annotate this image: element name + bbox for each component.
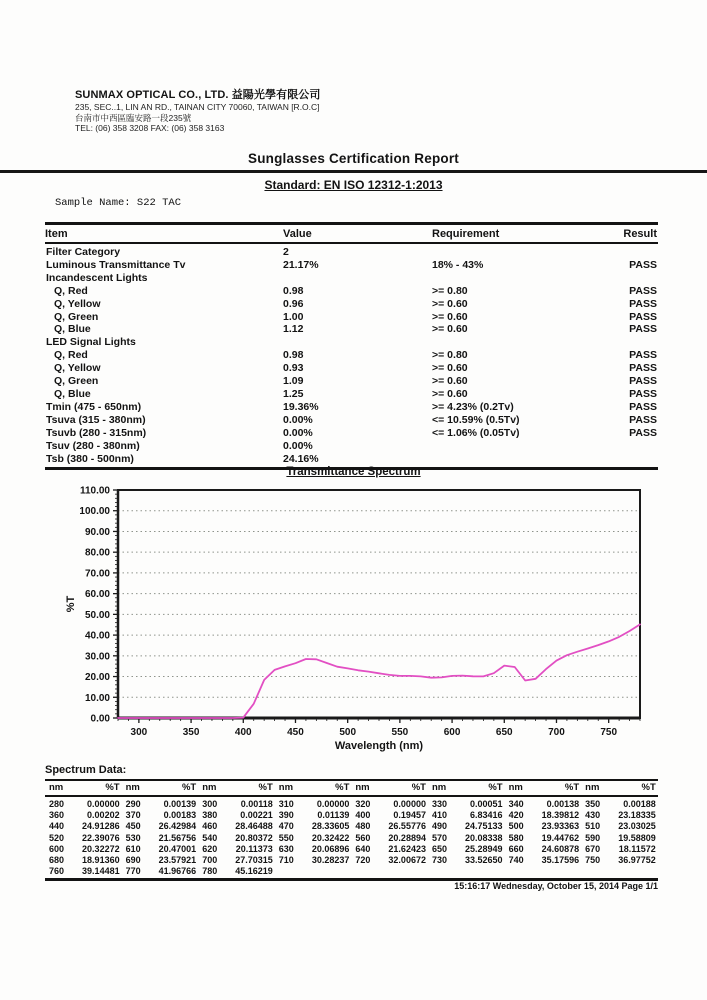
cell-item: Filter Category: [46, 246, 121, 258]
svg-text:600: 600: [443, 727, 461, 738]
cell-item: Q, Yellow: [54, 297, 101, 310]
cell-res: PASS: [629, 284, 657, 297]
sample-name: Sample Name: S22 TAC: [55, 197, 182, 209]
cell-res: [602, 453, 658, 466]
cell-item: Tmin (475 - 650nm): [46, 400, 142, 413]
cell-pct-t: 20.47001: [158, 843, 197, 854]
svg-text:70.00: 70.00: [84, 568, 110, 580]
cell-pct-t: 28.46488: [235, 821, 273, 832]
cell-pct-t: 39.14481: [82, 866, 120, 877]
header-value: Value: [283, 228, 312, 240]
table-row: [45, 259, 658, 272]
cell-res: PASS: [629, 426, 657, 439]
svg-text:300: 300: [130, 727, 148, 738]
col-header-pct-t: %T: [258, 782, 273, 793]
cell-item: Tsuv (280 - 380nm): [46, 439, 140, 452]
cell-nm: 770: [125, 866, 141, 877]
cell-val: 1.00: [283, 310, 304, 323]
cell-nm: 690: [125, 855, 141, 866]
cell-nm: 400: [355, 810, 371, 821]
cell-nm: 640: [355, 843, 371, 854]
cell-res: PASS: [629, 362, 657, 375]
cell-pct-t: 23.93363: [541, 821, 580, 832]
cell-val: 0.96: [283, 297, 304, 310]
spectrum-row: [45, 821, 658, 832]
table-row: [45, 453, 658, 466]
cell-pct-t: 18.91360: [82, 855, 120, 866]
cell-pct-t: 23.57921: [158, 855, 197, 866]
col-header-pct-t: %T: [641, 782, 656, 793]
cell-val: 21.17%: [283, 258, 319, 271]
cell-pct-t: 20.32272: [82, 843, 120, 854]
cell-nm: 530: [125, 832, 141, 843]
cell-pct-t: 20.28894: [388, 832, 426, 843]
cell-nm: 630: [278, 843, 294, 854]
cell-nm: [505, 866, 535, 877]
cell-nm: 610: [125, 843, 141, 854]
cell-nm: 320: [355, 799, 371, 809]
spectrum-table-header: [45, 781, 658, 797]
cell-pct-t: 0.00138: [546, 799, 580, 809]
cell-item: Q, Green: [54, 375, 99, 388]
chart-canvas: [60, 483, 660, 773]
cell-req: >= 0.60: [432, 362, 468, 375]
table-row: [45, 440, 658, 453]
cell-req: [432, 453, 602, 466]
table-row: [45, 272, 658, 285]
title-divider: [0, 170, 707, 173]
cell-pct-t: 26.55776: [388, 821, 426, 832]
cell-res: [602, 440, 658, 453]
cell-req: [432, 440, 602, 453]
svg-text:40.00: 40.00: [84, 630, 110, 642]
cell-val: 0.00%: [283, 426, 313, 439]
svg-text:450: 450: [287, 727, 304, 738]
svg-text:%T: %T: [65, 595, 77, 613]
spectrum-row: [45, 855, 658, 866]
svg-text:60.00: 60.00: [84, 589, 110, 601]
table-row: [45, 298, 658, 311]
cell-pct-t: 19.44762: [541, 832, 580, 843]
cell-pct-t: 0.00000: [87, 799, 120, 809]
page-footer: 15:16:17 Wednesday, October 15, 2014 Page 1/1: [454, 881, 658, 891]
cell-pct-t: 0.00051: [470, 799, 503, 809]
col-header-nm: nm: [355, 782, 370, 793]
cell-item: Q, Blue: [54, 387, 91, 400]
cell-pct-t: 0.00000: [393, 799, 426, 809]
cell-pct-t: 41.96766: [158, 866, 197, 877]
cell-pct-t: 24.75133: [465, 821, 503, 832]
cell-req: >= 0.60: [432, 387, 468, 400]
cell-item: Tsuvb (280 - 315nm): [46, 426, 147, 439]
cell-pct-t: 21.62423: [388, 843, 426, 854]
col-header-pct-t: %T: [335, 782, 350, 793]
company-header: [75, 88, 321, 134]
cell-pct-t: 20.80372: [235, 832, 273, 843]
cell-res: [602, 272, 658, 285]
cell-val: 0.98: [283, 349, 304, 362]
cell-pct-t: 0.00000: [316, 799, 350, 809]
cell-pct-t: 45.16219: [235, 866, 273, 877]
cell-nm: 520: [49, 832, 65, 843]
cell-val: 1.12: [283, 323, 304, 336]
svg-text:100.00: 100.00: [79, 506, 110, 518]
spectrum-row: [45, 799, 658, 810]
cell-pct-t: 0.00202: [87, 810, 120, 821]
cell-nm: 730: [431, 855, 447, 866]
cell-pct-t: 20.06896: [311, 843, 350, 854]
cell-nm: 290: [125, 799, 141, 809]
svg-text:50.00: 50.00: [84, 609, 110, 621]
cell-nm: [581, 866, 611, 877]
cell-nm: 700: [202, 855, 218, 866]
cell-req: >= 0.60: [432, 375, 468, 388]
cell-nm: 340: [508, 799, 524, 809]
spectrum-table: [45, 779, 658, 881]
cell-nm: [275, 866, 305, 877]
cell-nm: 540: [202, 832, 218, 843]
cell-pct-t: 0.00183: [163, 810, 197, 821]
spectrum-row: [45, 866, 658, 877]
svg-text:30.00: 30.00: [84, 651, 110, 663]
cell-val: 0.00%: [283, 439, 313, 452]
cell-nm: [428, 866, 458, 877]
table-row: [45, 362, 658, 375]
cell-res: PASS: [629, 375, 657, 388]
cell-nm: 370: [125, 810, 141, 821]
col-header-pct-t: %T: [181, 782, 197, 793]
cell-val: 24.16%: [283, 452, 319, 465]
cell-val: 1.09: [283, 375, 304, 388]
cell-nm: 670: [585, 843, 601, 854]
cell-nm: 550: [278, 832, 294, 843]
table-row: [45, 375, 658, 388]
cell-nm: 500: [508, 821, 524, 832]
cell-item: Luminous Transmittance Tv: [46, 258, 186, 271]
cell-nm: 410: [431, 810, 447, 821]
cell-pct-t: 23.18335: [618, 810, 656, 821]
cell-req: [432, 272, 602, 285]
cell-req: 18% - 43%: [432, 258, 484, 271]
cell-pct-t: 32.00672: [388, 855, 426, 866]
transmittance-chart: [60, 483, 660, 773]
cell-pct-t: 6.83416: [470, 810, 503, 821]
cell-req: [432, 246, 602, 259]
cell-pct-t: 0.19457: [393, 810, 426, 821]
cell-nm: 300: [202, 799, 218, 809]
cell-nm: 560: [355, 832, 371, 843]
header-item: Item: [45, 228, 68, 240]
cell-nm: 760: [49, 866, 65, 877]
table-row: [45, 246, 658, 259]
cell-nm: [351, 866, 381, 877]
cell-val: 2: [283, 246, 289, 258]
cell-pct-t: 18.11572: [618, 843, 656, 854]
cell-req: <= 1.06% (0.05Tv): [432, 426, 520, 439]
cell-item: Q, Red: [54, 284, 88, 297]
table-row: [45, 401, 658, 414]
cell-pct-t: 36.97752: [618, 855, 656, 866]
cell-nm: 650: [431, 843, 447, 854]
page-title: Sunglasses Certification Report: [248, 151, 459, 166]
cell-res: [602, 336, 658, 349]
cell-nm: 430: [585, 810, 601, 821]
cell-pct-t: 0.00139: [163, 799, 197, 809]
spectrum-row: [45, 810, 658, 821]
svg-text:750: 750: [600, 727, 618, 738]
cell-pct-t: 23.03025: [618, 821, 656, 832]
cell-pct-t: 25.28949: [465, 843, 503, 854]
cell-req: <= 10.59% (0.5Tv): [432, 413, 520, 426]
svg-text:500: 500: [339, 727, 357, 738]
cell-pct-t: 24.91286: [82, 821, 120, 832]
table-row: [45, 414, 658, 427]
cell-pct-t: 21.56756: [158, 832, 197, 843]
cell-req: >= 0.60: [432, 323, 468, 336]
cell-nm: 480: [355, 821, 371, 832]
cell-nm: 570: [431, 832, 447, 843]
cell-item: Q, Blue: [54, 323, 91, 336]
header-result: Result: [623, 228, 657, 240]
results-table-body: [45, 246, 658, 465]
spectrum-row: [45, 844, 658, 855]
cell-val: 0.98: [283, 284, 304, 297]
col-header-nm: nm: [431, 782, 447, 793]
col-header-pct-t: %T: [411, 782, 426, 793]
standard-line: Standard: EN ISO 12312-1:2013: [264, 178, 443, 192]
table-row: [45, 285, 658, 298]
cell-pct-t: 18.39812: [541, 810, 580, 821]
table-row: [45, 336, 658, 349]
cell-nm: 390: [278, 810, 294, 821]
table-row: [45, 323, 658, 336]
spectrum-table-body: [45, 799, 658, 877]
company-contact: TEL: (06) 358 3208 FAX: (06) 358 3163: [75, 123, 225, 133]
svg-text:550: 550: [391, 727, 409, 738]
cell-nm: 490: [431, 821, 447, 832]
cell-item: Tsb (380 - 500nm): [46, 452, 134, 465]
cell-res: PASS: [629, 310, 657, 323]
cell-item: LED Signal Lights: [46, 336, 136, 349]
cell-pct-t: 24.60878: [541, 843, 580, 854]
cell-nm: 310: [278, 799, 294, 809]
cell-pct-t: 22.39076: [82, 832, 120, 843]
cell-res: PASS: [629, 297, 657, 310]
cell-pct-t: 0.00221: [240, 810, 273, 821]
col-header-pct-t: %T: [488, 782, 503, 793]
cell-pct-t: [458, 866, 505, 877]
svg-text:650: 650: [495, 727, 513, 738]
svg-text:90.00: 90.00: [84, 526, 110, 538]
spectrum-data-section: [45, 764, 658, 881]
cell-val: 1.25: [283, 387, 304, 400]
cell-pct-t: 27.70315: [235, 855, 273, 866]
cell-pct-t: 35.17596: [541, 855, 580, 866]
cell-pct-t: [611, 866, 658, 877]
cell-nm: 510: [585, 821, 601, 832]
cell-val: 0.93: [283, 362, 304, 375]
cell-pct-t: 19.58809: [618, 832, 656, 843]
cell-pct-t: 0.00118: [240, 799, 273, 809]
cell-val: 19.36%: [283, 400, 319, 413]
svg-text:400: 400: [234, 727, 252, 738]
cell-pct-t: 0.00188: [623, 799, 656, 809]
company-name: SUNMAX OPTICAL CO., LTD. 益陽光學有限公司: [75, 89, 321, 101]
cell-nm: 280: [49, 799, 65, 809]
spectrum-data-title: Spectrum Data:: [45, 764, 127, 776]
cell-pct-t: 28.33605: [311, 821, 350, 832]
svg-text:20.00: 20.00: [84, 672, 110, 684]
cell-item: Tsuva (315 - 380nm): [46, 413, 146, 426]
cell-nm: 720: [355, 855, 371, 866]
cell-pct-t: 20.32422: [311, 832, 350, 843]
cell-nm: 330: [431, 799, 447, 809]
cell-nm: 660: [508, 843, 524, 854]
col-header-nm: nm: [202, 782, 217, 793]
cell-pct-t: [381, 866, 428, 877]
cell-nm: 680: [49, 855, 65, 866]
spectrum-row: [45, 833, 658, 844]
col-header-nm: nm: [278, 782, 294, 793]
cell-nm: 600: [49, 843, 65, 854]
cell-req: >= 0.60: [432, 310, 468, 323]
cell-nm: 440: [49, 821, 65, 832]
svg-text:Wavelength (nm): Wavelength (nm): [334, 740, 424, 752]
company-address-zh: 台南市中西區臨安路一段235號: [75, 112, 192, 123]
svg-text:350: 350: [182, 727, 200, 738]
cell-req: >= 4.23% (0.2Tv): [432, 400, 514, 413]
svg-text:0.00: 0.00: [90, 713, 110, 725]
cell-nm: 350: [585, 799, 601, 809]
cell-res: PASS: [629, 400, 657, 413]
cell-pct-t: 20.11373: [235, 843, 273, 854]
cell-nm: 380: [202, 810, 218, 821]
cell-val: [283, 272, 432, 285]
cell-res: PASS: [629, 413, 657, 426]
cell-res: PASS: [629, 258, 657, 271]
results-table: [45, 222, 658, 470]
svg-text:700: 700: [548, 727, 565, 738]
cell-res: PASS: [629, 323, 657, 336]
company-address-en: 235, SEC..1, LIN AN RD., TAINAN CITY 70060, TAIWAN [R.O.C]: [75, 102, 320, 112]
header-requirement: Requirement: [432, 228, 500, 240]
svg-text:110.00: 110.00: [79, 485, 110, 497]
cell-req: [432, 336, 602, 349]
table-row: [45, 388, 658, 401]
cell-val: 0.00%: [283, 413, 313, 426]
svg-text:10.00: 10.00: [84, 692, 110, 704]
table-row: [45, 311, 658, 324]
cell-nm: 620: [202, 843, 218, 854]
cell-nm: 740: [508, 855, 524, 866]
cell-pct-t: [535, 866, 582, 877]
cell-req: >= 0.80: [432, 349, 468, 362]
cell-nm: 750: [585, 855, 601, 866]
cell-nm: 780: [202, 866, 218, 877]
col-header-nm: nm: [585, 782, 600, 793]
cell-pct-t: 30.28237: [311, 855, 350, 866]
cell-nm: 590: [585, 832, 601, 843]
cell-nm: 460: [202, 821, 218, 832]
cell-nm: 450: [125, 821, 141, 832]
cell-nm: 420: [508, 810, 524, 821]
cell-pct-t: [305, 866, 352, 877]
cell-nm: 580: [508, 832, 524, 843]
col-header-nm: nm: [508, 782, 523, 793]
col-header-pct-t: %T: [564, 782, 580, 793]
cell-req: >= 0.80: [432, 284, 468, 297]
col-header-nm: nm: [49, 782, 64, 793]
cell-res: [602, 246, 658, 259]
cell-res: PASS: [629, 349, 657, 362]
col-header-nm: nm: [125, 782, 140, 793]
cell-item: Q, Red: [54, 349, 88, 362]
table-row: [45, 349, 658, 362]
chart-title: Transmittance Spectrum: [286, 466, 421, 478]
cell-pct-t: 0.01139: [317, 810, 350, 821]
cell-nm: 360: [49, 810, 65, 821]
cell-val: [283, 336, 432, 349]
cell-nm: 710: [278, 855, 294, 866]
table-row: [45, 427, 658, 440]
results-table-header: [45, 225, 658, 244]
svg-text:80.00: 80.00: [84, 547, 110, 559]
cell-item: Q, Yellow: [54, 362, 101, 375]
col-header-pct-t: %T: [105, 782, 120, 793]
cell-item: Incandescent Lights: [46, 271, 148, 284]
cell-nm: 470: [278, 821, 294, 832]
cell-pct-t: 26.42984: [158, 821, 197, 832]
cell-item: Q, Green: [54, 310, 99, 323]
cell-res: PASS: [629, 387, 657, 400]
cell-pct-t: 20.08338: [465, 832, 503, 843]
cell-req: >= 0.60: [432, 297, 468, 310]
cell-pct-t: 33.52650: [465, 855, 503, 866]
